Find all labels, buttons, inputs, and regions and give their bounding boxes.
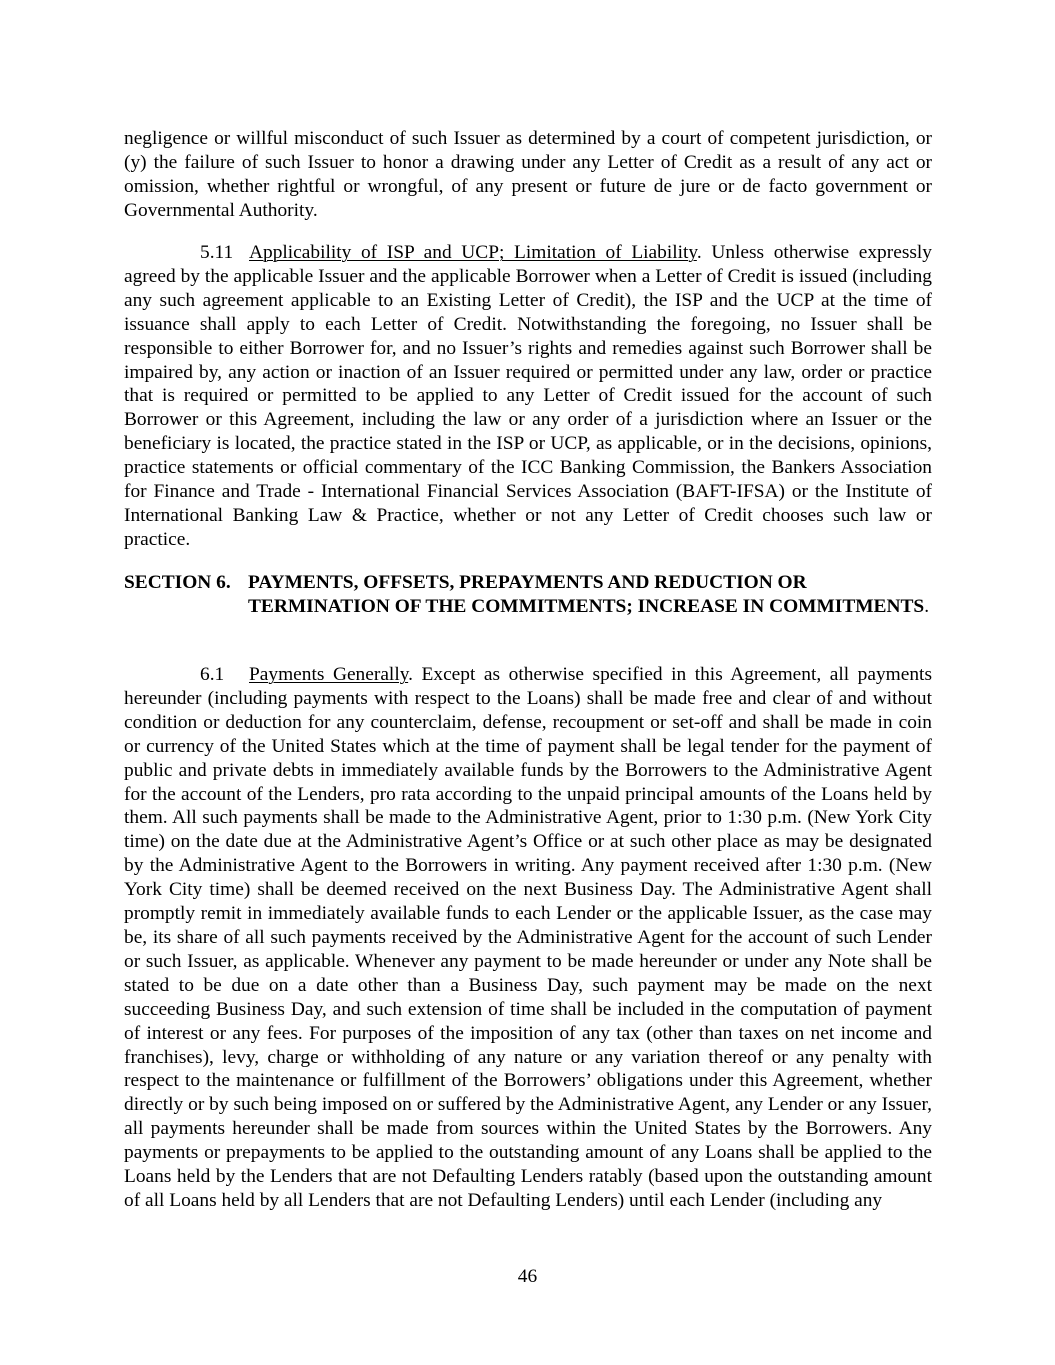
section-6-1-title: Payments Generally xyxy=(249,664,409,685)
section-6-label: SECTION 6. xyxy=(124,572,231,593)
section-6-heading-text: PAYMENTS, OFFSETS, PREPAYMENTS AND REDUCTION OR TERMINATION OF THE COMMITMENTS; INCREASE IN COMMITMENTS xyxy=(248,572,925,617)
section-6-1-number: 6.1 xyxy=(200,664,225,685)
paragraph-continuation: negligence or willful misconduct of such Issuer as determined by a court of competent jurisdiction, or (y) the failure of such Issuer to honor a drawing under any Letter of Credit as a result of any act or omission, whether rightful or wrongful, of any present or future de jure or de facto government or Governmental Authority. xyxy=(124,128,932,221)
section-6-heading-period: . xyxy=(924,595,930,617)
page-number: 46 xyxy=(517,1266,538,1287)
section-6-heading-block xyxy=(124,571,932,619)
section-5-11-paragraph xyxy=(124,241,932,552)
section-5-11-title: Applicability of ISP and UCP; Limitation of Liability xyxy=(249,242,697,263)
section-6-1-paragraph xyxy=(124,663,932,1213)
section-6-heading xyxy=(248,571,932,619)
section-6-1-body: . Except as otherwise specified in this Agreement, all payments hereunder (including payments with respect to the Loans) shall be made free and clear of and without condition or deduction for any counterclaim, defense, recoupment or set-off and shall be made in coin or currency of the United States which at the time of payment shall be legal tender for the payment of public and private debts in immediately available funds by the Borrowers to the Administrative Agent for the account of the Lenders, pro rata according to the unpaid principal amounts of the Loans held by them. All such payments shall be made to the Administrative Agent, prior to 1:30 p.m. (New York City time) on the date due at the Administrative Agent’s Office or at such other place as may be designated by the Administrative Agent to the Borrowers in writing. Any payment received after 1:30 p.m. (New York City time) shall be deemed received on the next Business Day. The Administrative Agent shall promptly remit in immediately available funds to each Lender or the applicable Issuer, as the case may be, its share of all such payments received by the Administrative Agent for the account of such Lender or such Issuer, as applicable. Whenever any payment to be made hereunder or under any Note shall be stated to be due on a date other than a Business Day, such payment may be made on the next succeeding Business Day, and such extension of time shall be included in the computation of payment of interest or any fees. For purposes of the imposition of any tax (other than taxes on net income and franchises), levy, charge or withholding of any nature or any variation thereof or any penalty with respect to the maintenance or fulfillment of the Borrowers’ obligations under this Agreement, whether directly or by such being imposed on or suffered by the Administrative Agent, any Lender or any Issuer, all payments hereunder shall be made from sources within the United States by the Borrowers. Any payments or prepayments to be applied to the outstanding amount of any Loans shall be applied to the Loans held by the Lenders that are not Defaulting Lenders ratably (based upon the outstanding amount of all Loans held by all Lenders that are not Defaulting Lenders) until each Lender (including any xyxy=(124,664,932,1211)
section-5-11-body: . Unless otherwise expressly agreed by the applicable Issuer and the applicable Borrower when a Letter of Credit is issued (including any such agreement applicable to an Existing Letter of Credit), the ISP and the UCP at the time of issuance shall apply to each Letter of Credit. Notwithstanding the foregoing, no Issuer shall be responsible to either Borrower for, and no Issuer’s rights and remedies against such Borrower shall be impaired by, any action or inaction of an Issuer required or permitted under any law, order or practice that is required or permitted to be applied to any Letter of Credit issued for the account of such Borrower or this Agreement, including the law or any order of a jurisdiction where an Issuer or the beneficiary is located, the practice stated in the ISP or UCP, as applicable, or in the decisions, opinions, practice statements or official commentary of the ICC Banking Commission, the Bankers Association for Finance and Trade - International Financial Services Association (BAFT-IFSA) or the Institute of International Banking Law & Practice, whether or not any Letter of Credit chooses such law or practice. xyxy=(124,242,932,550)
section-5-11-number: 5.11 xyxy=(200,242,234,263)
